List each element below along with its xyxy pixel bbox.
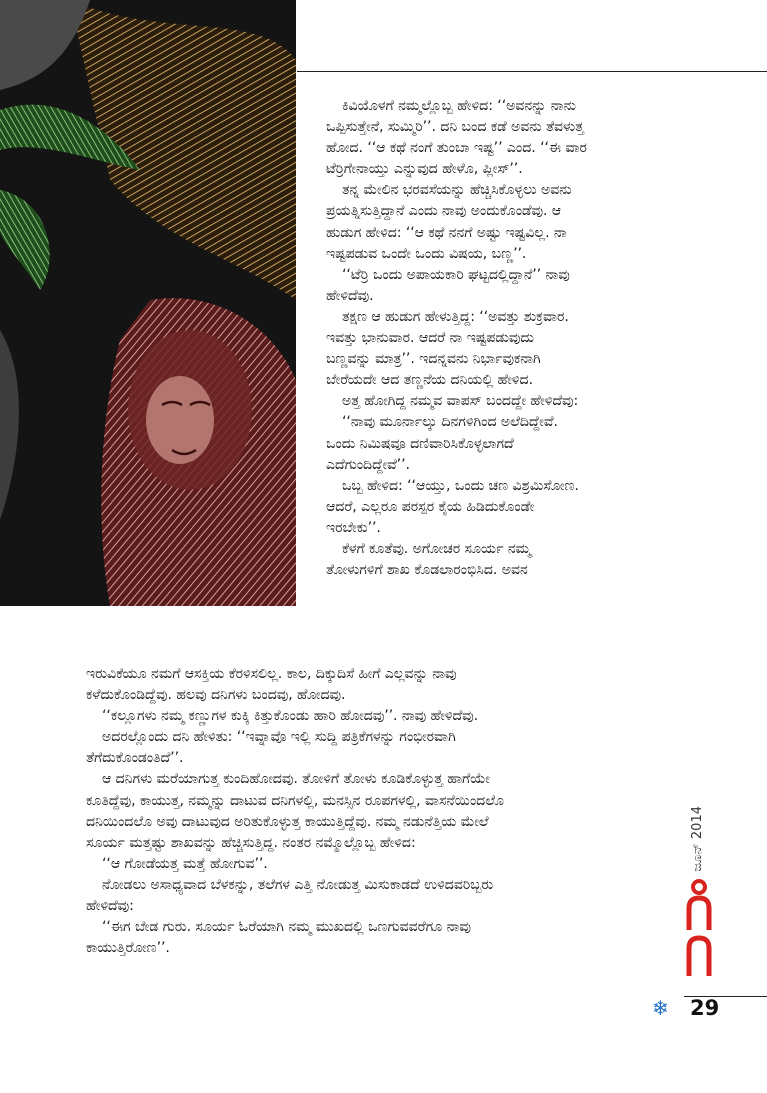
issue-date: ಜೂನ್ 2014 (690, 806, 705, 872)
text-line: ಒಪ್ಪಿಸುತ್ತೇನೆ, ಸುಮ್ಮಿರಿ’’. ದನಿ ಬಂದ ಕಡೆ ಅವನು ತೆವಳುತ್ತ (326, 119, 584, 136)
text-line: ಇಷ್ಟಪಡುವ ಒಂದೇ ಒಂದು ವಿಷಯ, ಬಣ್ಣ’’. (326, 245, 527, 262)
text-line: ಆದರೆ, ಎಲ್ಲರೂ ಪರಸ್ಪರ ಕೈಯ ಹಿಡಿದುಕೊಂಡೇ (326, 498, 535, 515)
text-line: ‘‘ಈಗ ಬೇಡ ಗುರು. ಸೂರ್ಯ ಓರೆಯಾಗಿ ನಮ್ಮ ಮುಖದಲ್ಲಿ ಒಣಗುವವರೆಗೂ ನಾವು (102, 919, 471, 936)
text-line: ಕೂತಿದ್ದೆವು, ಕಾಯುತ್ತ, ನಮ್ಮನ್ನು ದಾಟುವ ದನಿಗಳಲ್ಲಿ, ಮನಸ್ಸಿನ ರೂಪಗಳಲ್ಲಿ, ವಾಸನೆಯಿಂದಲೊ (86, 792, 504, 809)
text-line: ಕೆಳಗೆ ಕೂತೆವು. ಅಗೋಚರ ಸೂರ್ಯ ನಮ್ಮ (342, 540, 531, 557)
magazine-logo (684, 878, 714, 982)
text-line: ಪ್ರಯತ್ನಿಸುತ್ತಿದ್ದಾನೆ ಎಂದು ನಾವು ಅಂದುಕೊಂಡೆವು. ಆ (326, 203, 562, 220)
text-line: ಬೇರೆಯದೇ ಆದ ತಣ್ಣನೆಯ ದನಿಯಲ್ಲಿ ಹೇಳಿದ. (326, 372, 533, 389)
text-line: ಕಳೆದುಕೊಂಡಿದ್ದೆವು. ಹಲವು ದನಿಗಳು ಬಂದವು, ಹೋದವು. (86, 687, 346, 704)
text-line: ದನಿಯಿಂದಲೊ ಅವು ದಾಟುವುದ ಅರಿತುಕೊಳ್ಳುತ್ತ ಕಾಯುತ್ತಿದ್ದೆವು. ನಮ್ಮ ನಡುನೆತ್ತಿಯ ಮೇಲೆ (86, 813, 489, 830)
text-column-upper (326, 96, 587, 581)
text-line: ಎದೆಗುಂದಿದ್ದೇವೆ’’. (326, 456, 410, 473)
text-line: ‘‘ಕಲ್ಲೂಗಳು ನಮ್ಮ ಕಣ್ಣುಗಳ ಕುಕ್ಕಿ ಕಿತ್ತುಕೊಂಡು ಹಾರಿ ಹೋದವು’’. ನಾವು ಹೇಳಿದೆವು. (102, 708, 479, 725)
text-line: ಹೋದ. ‘‘ಆ ಕಥೆ ನಂಗೆ ತುಂಬಾ ಇಷ್ಟ’’ ಎಂದ. ‘‘ಈ ವಾರ (326, 140, 587, 157)
text-line: ಹೇಳಿದೆವು. (326, 287, 374, 304)
text-line: ಹೇಳಿದೆವು: (86, 898, 134, 915)
woman-in-shawl-illustration (0, 0, 296, 606)
magazine-logo-mark (684, 878, 714, 982)
text-line: ತೋಳುಗಳಿಗೆ ಶಾಖ ಕೊಡಲಾರಂಭಿಸಿದ. ಅವನ (326, 562, 528, 579)
text-line: ‘‘ಟೆರ್ರಿ ಒಂದು ಅಪಾಯಕಾರಿ ಘಟ್ಟದಲ್ಲಿದ್ದಾನೆ’’ ನಾವು (342, 266, 570, 283)
text-line: ಒಂದು ನಿಮಿಷವೂ ದಣಿವಾರಿಸಿಕೊಳ್ಳಲಾಗದೆ (326, 435, 514, 452)
text-line: ಆ ದನಿಗಳು ಮರೆಯಾಗುತ್ತ ಕುಂದಿಹೋದವು. ತೋಳಿಗೆ ತೋಳು ಕೂಡಿಕೊಳ್ಳುತ್ತ ಹಾಗೆಯೇ (102, 771, 490, 788)
text-line: ಅತ್ತ ಹೋಗಿದ್ದ ನಮ್ಮವ ವಾಪಸ್ ಬಂದದ್ದೇ ಹೇಳಿದೆವು: (342, 393, 579, 410)
text-line: ‘‘ಆ ಗೋಡೆಯತ್ತ ಮತ್ತೆ ಹೋಗುವ’’. (102, 855, 268, 872)
header-rule (297, 71, 767, 72)
text-line: ಟೆರ್ರಿಗೇನಾಯ್ತು ಎನ್ನುವುದ ಹೇಳೊ, ಪ್ಲೀಸ್’’. (326, 161, 523, 178)
text-line: ಕಾಯುತ್ತಿರೋಣ’’. (86, 940, 170, 957)
text-line: ಇರಬೇಕು’’. (326, 519, 381, 536)
text-line: ಇರುವಿಕೆಯೂ ನಮಗೆ ಆಸಕ್ತಿಯ ಕೆರಳಿಸಲಿಲ್ಲ. ಕಾಲ, ದಿಕ್ಕುದಿಸೆ ಹೀಗೆ ಎಲ್ಲವನ್ನು ನಾವು (86, 666, 457, 682)
text-line: ತಕ್ಷಣ ಆ ಹುಡುಗ ಹೇಳುತ್ತಿದ್ದ: ‘‘ಅವತ್ತು ಶುಕ್ರವಾರ. (342, 308, 569, 325)
text-line: ಒಬ್ಬ ಹೇಳಿದ: ‘‘ಆಯ್ತು, ಒಂದು ಚಣ ವಿಶ್ರಮಿಸೋಣ. (342, 477, 579, 494)
text-line: ‘‘ನಾವು ಮೂರ್ನಾಲ್ಕು ದಿನಗಳಿಗಿಂದ ಅಲೆದಿದ್ದೇವೆ. (342, 414, 558, 431)
text-line: ನೋಡಲು ಅಸಾಧ್ಯವಾದ ಬೆಳಕನ್ನು, ತಲೆಗಳ ಎತ್ತಿ ನೋಡುತ್ತ ಮಿಸುಕಾಡದೆ ಉಳಿದವರಿಬ್ಬರು (102, 876, 494, 893)
text-line: ಕಿವಿಯೊಳಗೆ ನಮ್ಮಲ್ಲೊಬ್ಬ ಹೇಳಿದ: ‘‘ಅವನನ್ನು ನಾನು (342, 98, 576, 114)
text-column-lower (86, 664, 504, 959)
text-line: ಅದರಲ್ಲೊಂದು ದನಿ ಹೇಳಿತು: ‘‘ಇವ್ನಾವೊ ಇಲ್ಲಿ ಸುದ್ದಿ ಪತ್ರಿಕೆಗಳನ್ನು ಗಂಭೀರವಾಗಿ (102, 729, 456, 746)
text-line: ತನ್ನ ಮೇಲಿನ ಭರವಸೆಯನ್ನು ಹೆಚ್ಚಿಸಿಕೊಳ್ಳಲು ಅವನು (342, 182, 572, 199)
text-line: ತೆಗೆದುಕೊಂಡಂತಿದೆ’’. (86, 750, 184, 767)
snowflake-icon: ❄ (652, 996, 669, 1020)
text-line: ಇವತ್ತು ಭಾನುವಾರ. ಆದರೆ ನಾ ಇಷ್ಟಪಡುವುದು (326, 330, 534, 347)
text-line: ಬಣ್ಣವನ್ನು ಮಾತ್ರ’’. ಇದನ್ನವನು ನಿರ್ಭಾವುಕನಾಗಿ (326, 351, 541, 368)
page-number: 29 (690, 996, 720, 1020)
cover-illustration (0, 0, 296, 606)
text-line: ಹುಡುಗ ಹೇಳಿದ: ‘‘ಆ ಕಥೆ ನನಗೆ ಅಷ್ಟು ಇಷ್ಟವಿಲ್ಲ. ನಾ (326, 224, 567, 241)
text-line: ಸೂರ್ಯ ಮತ್ತಷ್ಟು ಶಾಖವನ್ನು ಹೆಚ್ಚಿಸುತ್ತಿದ್ದ. ನಂತರ ನಮ್ಮೊಲ್ಲೊಬ್ಬ ಹೇಳಿದ: (86, 834, 416, 851)
